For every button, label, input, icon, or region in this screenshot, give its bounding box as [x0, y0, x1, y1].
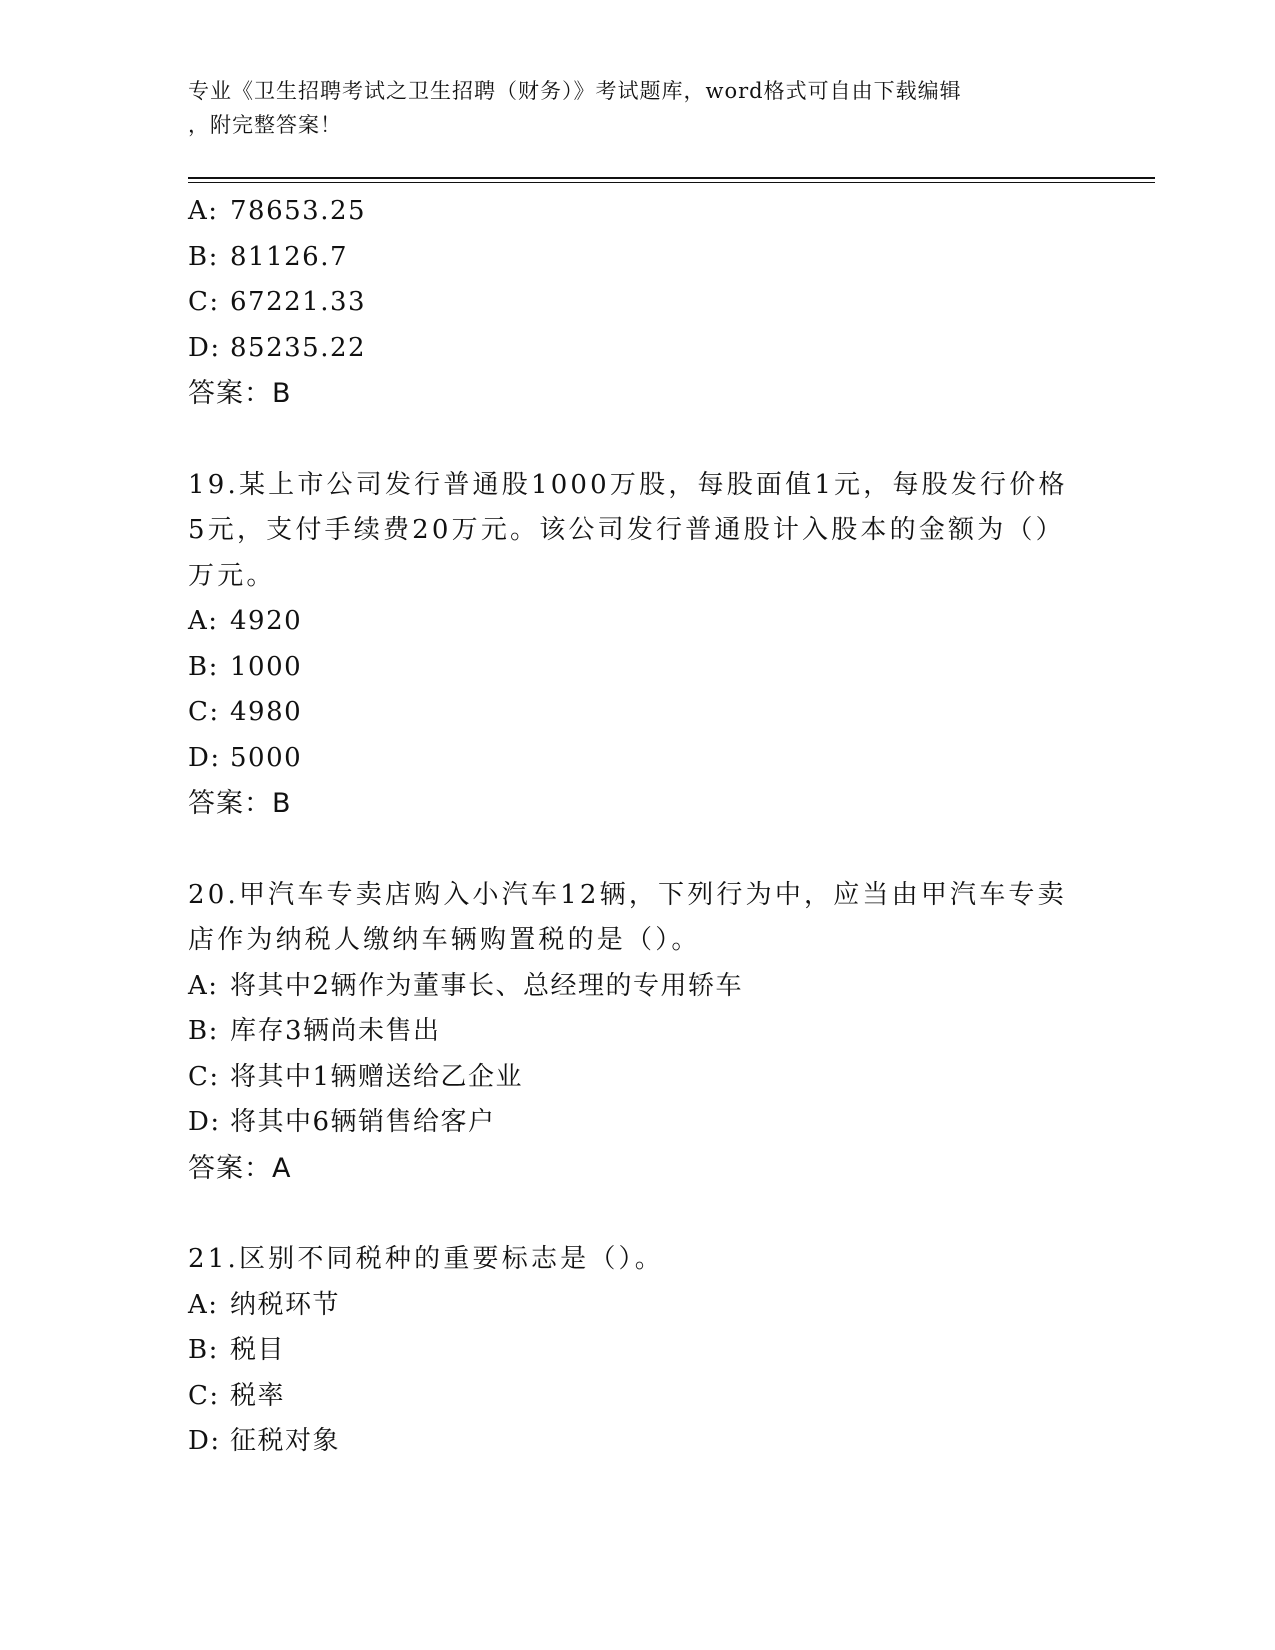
- option-b: B: 税目: [188, 1335, 286, 1365]
- option-a: A: 4920: [188, 606, 303, 636]
- option-c: C: 税率: [188, 1380, 286, 1411]
- question-18: [188, 189, 1088, 417]
- option-text: 将其中6辆销售给客户: [230, 1107, 496, 1137]
- option-text: 85235.22: [230, 332, 367, 363]
- option-text: 税目: [230, 1335, 286, 1365]
- option-text: 征税对象: [230, 1426, 341, 1456]
- option-b: B: 库存3辆尚未售出: [188, 1016, 441, 1046]
- option-d: D: 5000: [188, 742, 303, 773]
- option-b: B: 1000: [188, 651, 303, 682]
- option-d: D: 85235.22: [188, 332, 367, 363]
- option-a: A: 纳税环节: [188, 1289, 341, 1320]
- option-text: 库存3辆尚未售出: [230, 1016, 441, 1046]
- answer-value: B: [272, 788, 292, 819]
- answer-line: 答案：A: [188, 1152, 292, 1184]
- option-d: D: 征税对象: [188, 1426, 341, 1456]
- option-text: 78653.25: [230, 196, 367, 226]
- answer-value: A: [272, 1152, 292, 1184]
- header-rule-thin: [188, 182, 1155, 183]
- answer-line: 答案：B: [188, 788, 292, 819]
- option-text: 将其中2辆作为董事长、总经理的专用轿车: [230, 970, 744, 1001]
- answer-value: B: [272, 378, 292, 409]
- option-text: 纳税环节: [230, 1289, 341, 1320]
- option-c: C: 将其中1辆赠送给乙企业: [188, 1061, 524, 1092]
- answer-line: 答案：B: [188, 378, 292, 409]
- question-stem: 21.区别不同税种的重要标志是（）。: [188, 1244, 664, 1274]
- header-rule-thick: [188, 177, 1155, 179]
- option-text: 将其中1辆赠送给乙企业: [230, 1061, 524, 1092]
- question-19: [188, 463, 1088, 827]
- option-text: 4980: [230, 697, 303, 727]
- header-line-2: ，附完整答案！: [188, 113, 342, 137]
- question-list: [188, 189, 1088, 1465]
- option-text: 4920: [230, 606, 303, 636]
- question-stem: 19.某上市公司发行普通股1000万股，每股面值1元，每股发行价格5元，支付手续费20万元。该公司发行普通股计入股本的金额为（）万元。: [188, 469, 1068, 591]
- question-stem: 20.甲汽车专卖店购入小汽车12辆，下列行为中，应当由甲汽车专卖店作为纳税人缴纳车辆购置税的是（）。: [188, 879, 1067, 955]
- option-b: B: 81126.7: [188, 241, 349, 272]
- option-text: 税率: [230, 1380, 286, 1411]
- option-text: 1000: [230, 651, 303, 682]
- option-text: 81126.7: [230, 241, 349, 272]
- option-text: 5000: [230, 742, 303, 773]
- question-20: [188, 873, 1088, 1192]
- option-c: C: 4980: [188, 697, 303, 727]
- option-a: A: 78653.25: [188, 196, 367, 226]
- header-line-1: 专业《卫生招聘考试之卫生招聘（财务）》考试题库，word格式可自由下载编辑: [188, 79, 962, 103]
- option-a: A: 将其中2辆作为董事长、总经理的专用轿车: [188, 970, 744, 1001]
- document-header: [188, 74, 1068, 142]
- question-21: [188, 1237, 1088, 1465]
- option-text: 67221.33: [230, 287, 367, 317]
- option-c: C: 67221.33: [188, 287, 367, 317]
- option-d: D: 将其中6辆销售给客户: [188, 1107, 496, 1137]
